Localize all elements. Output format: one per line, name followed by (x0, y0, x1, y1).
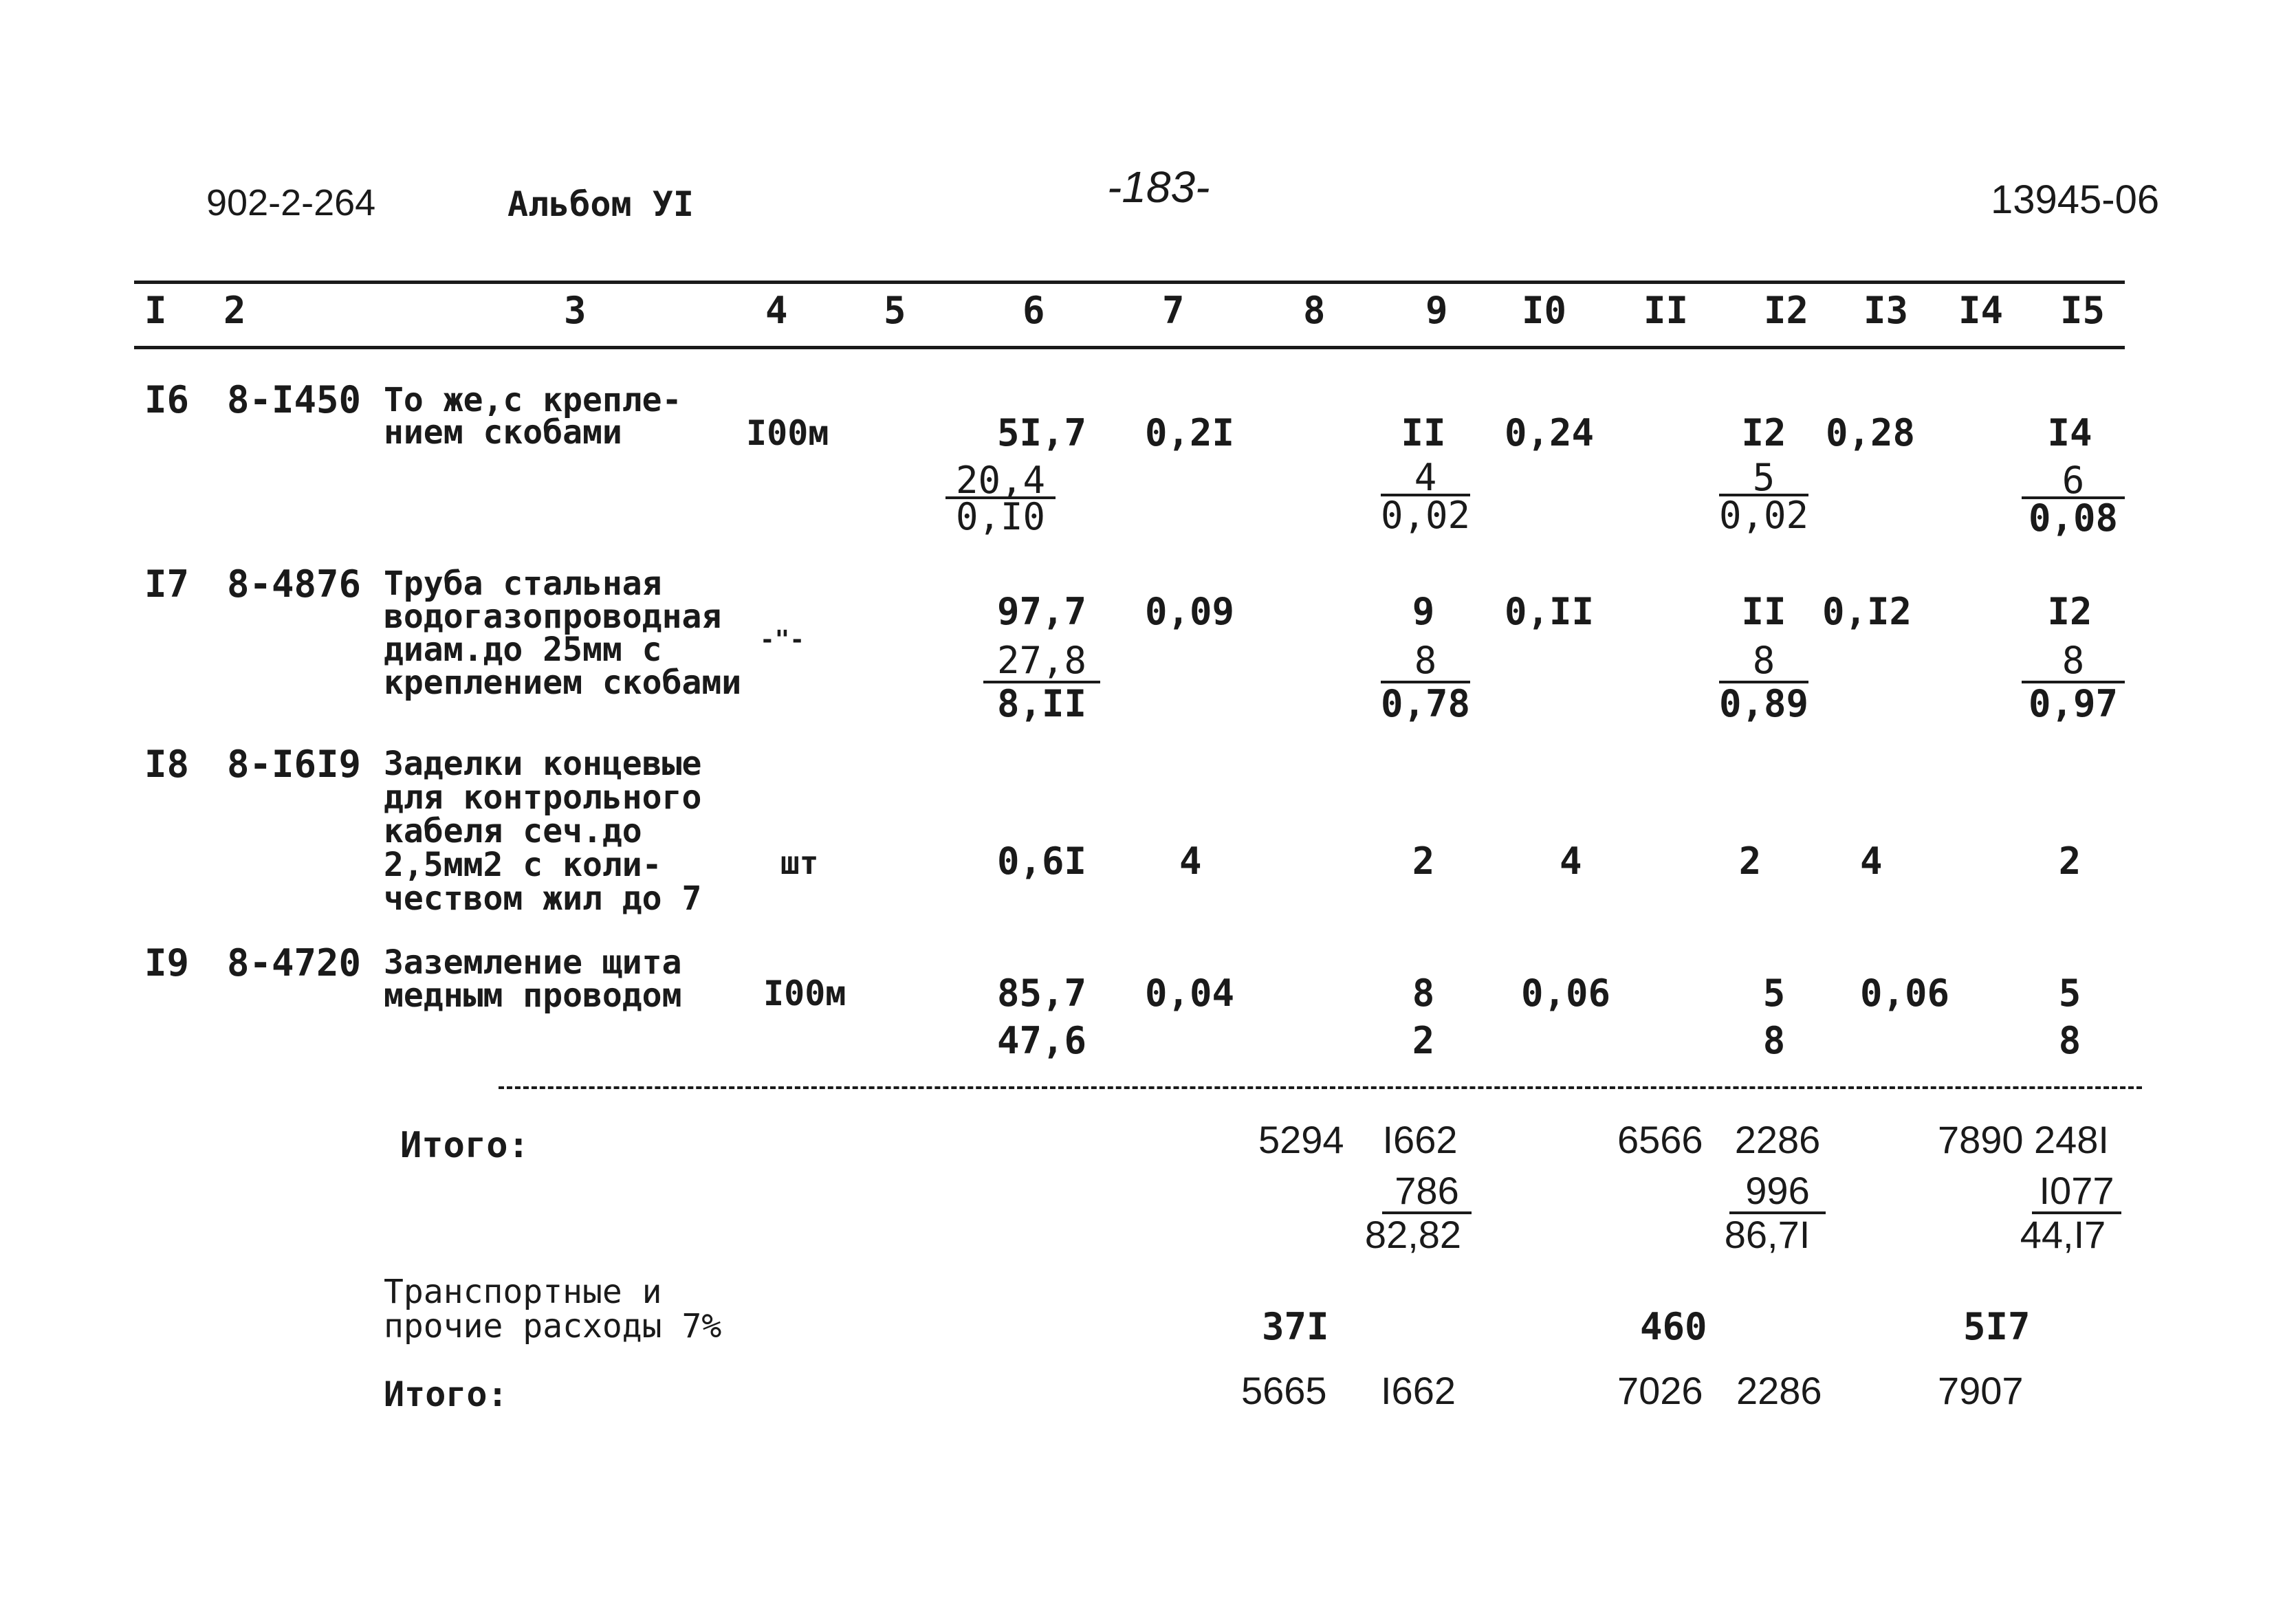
transport-col11: 460 (1640, 1305, 1707, 1348)
fraction-col6 (945, 459, 1056, 502)
fraction-numerator: 27,8 (996, 639, 1087, 682)
fraction-denominator: 0,78 (1381, 682, 1471, 725)
cell-col12: 5 (1762, 972, 1786, 1015)
fraction-numerator: 996 (1745, 1169, 1810, 1212)
column-header: II (1643, 289, 1689, 332)
cell-col6: 97,7 (996, 590, 1086, 633)
row-description-line: медным проводом (384, 976, 682, 1015)
cell-col12-sub: 8 (1762, 1019, 1786, 1062)
row-number: I7 (144, 562, 190, 606)
fraction-numerator: I077 (2039, 1169, 2114, 1212)
transport-label-line: прочие расходы 7% (384, 1307, 722, 1346)
cell-col10: 0,24 (1505, 411, 1595, 454)
cell-col10: 4 (1560, 840, 1582, 883)
column-header: I0 (1522, 289, 1567, 332)
column-header: I4 (1958, 289, 2004, 332)
cell-col6: 0,6I (996, 840, 1086, 883)
total-col11: 6566 (1617, 1118, 1703, 1161)
total-col12: 2286 (1734, 1118, 1821, 1161)
cell-col13: 0,28 (1826, 411, 1916, 454)
row-description-line: нием скобами (384, 413, 622, 452)
fraction-numerator: 786 (1395, 1169, 1459, 1212)
column-header: 7 (1162, 289, 1185, 332)
cell-col7: 0,04 (1145, 972, 1235, 1015)
row-unit: шт (780, 844, 819, 881)
grand-total-col12: 2286 (1736, 1369, 1822, 1412)
grand-total-col14: 7907 (1938, 1369, 2024, 1412)
column-header: 2 (223, 289, 246, 332)
cell-col7: 0,2I (1145, 411, 1235, 454)
document-code: 902-2-264 (206, 182, 376, 223)
fraction-col15 (2022, 459, 2125, 502)
cell-col6-sub: 47,6 (996, 1019, 1086, 1062)
cell-col13: 4 (1860, 840, 1883, 883)
total-col14: 7890 (1938, 1118, 2024, 1161)
fraction-col12 (1719, 456, 1808, 499)
row-description-line: чеством жил до 7 (384, 879, 702, 918)
cell-col12: I2 (1741, 411, 1786, 454)
cell-col15-sub: 8 (2058, 1019, 2081, 1062)
cell-col15: I4 (2047, 411, 2092, 454)
table-header-rule (134, 346, 2125, 349)
cell-col13: 0,I2 (1822, 590, 1912, 633)
grand-total-label: Итого: (384, 1374, 508, 1414)
cell-col6: 5I,7 (996, 411, 1086, 454)
cell-col9: 2 (1412, 840, 1435, 883)
fraction-numerator: 8 (1752, 639, 1775, 682)
transport-col14: 5I7 (1963, 1305, 2031, 1348)
cell-col6: 85,7 (996, 972, 1086, 1015)
total-fraction-col15 (2032, 1169, 2121, 1214)
cell-col13: 0,06 (1860, 972, 1950, 1015)
fraction-numerator: 20,4 (955, 459, 1046, 502)
row-description-line: диам.до 25мм с (384, 630, 662, 669)
row-unit: I00м (763, 974, 846, 1013)
row-description-line: водогазопроводная (384, 597, 722, 636)
row-description-line: Заделки концевые (384, 745, 702, 783)
cell-col9-sub: 2 (1412, 1019, 1435, 1062)
totals-separator (499, 1086, 2142, 1089)
total-fraction-col9 (1382, 1169, 1472, 1214)
cell-col12: 2 (1738, 840, 1762, 883)
album-label: Альбом УI (507, 184, 694, 224)
row-description-line: Заземление щита (384, 943, 682, 982)
fraction-denominator: 0,I0 (955, 495, 1046, 538)
row-code: 8-4876 (227, 562, 362, 606)
column-header: 5 (884, 289, 906, 332)
column-header: 8 (1303, 289, 1326, 332)
row-number: I8 (144, 743, 190, 786)
transport-label-line: Транспортные и (384, 1273, 662, 1311)
fraction-denominator: 0,97 (2028, 682, 2119, 725)
fraction-denominator: 0,89 (1719, 682, 1809, 725)
cell-col15: 5 (2058, 972, 2081, 1015)
fraction-col6 (983, 639, 1100, 683)
total-fraction-col12 (1729, 1169, 1826, 1214)
row-number: I9 (144, 941, 190, 985)
grand-total-col11: 7026 (1617, 1369, 1703, 1412)
row-description-line: Труба стальная (384, 564, 662, 603)
row-code: 8-4720 (227, 941, 362, 985)
row-description-line: кабеля сеч.до (384, 812, 642, 851)
cell-col10: 0,II (1505, 590, 1595, 633)
row-description-line: То же,с крепле- (384, 381, 682, 419)
row-description-line: 2,5мм2 с коли- (384, 846, 662, 884)
grand-total-col9: I662 (1381, 1369, 1456, 1412)
total-col8: 5294 (1258, 1118, 1344, 1161)
cell-col15: 2 (2058, 840, 2081, 883)
column-header: I2 (1764, 289, 1809, 332)
column-header: I3 (1863, 289, 1909, 332)
table-top-rule (134, 281, 2125, 284)
fraction-denominator: 0,02 (1381, 494, 1471, 537)
fraction-numerator: 8 (2062, 639, 2085, 682)
column-header: 6 (1023, 289, 1045, 332)
row-unit: I00м (746, 413, 829, 453)
sheet-code: 13945-06 (1991, 177, 2160, 222)
row-description-line: для контрольного (384, 778, 702, 817)
total-col15: 248I (2034, 1118, 2109, 1161)
fraction-denominator: 0,08 (2028, 496, 2119, 540)
fraction-col15 (2022, 639, 2125, 683)
row-code: 8-I450 (227, 378, 362, 421)
fraction-numerator: 6 (2062, 459, 2085, 502)
column-header: 9 (1425, 289, 1448, 332)
cell-col15: I2 (2047, 590, 2092, 633)
cell-col7: 0,09 (1145, 590, 1235, 633)
row-unit: -"- (760, 626, 805, 654)
total-col9: I662 (1382, 1118, 1458, 1161)
fraction-numerator: 4 (1414, 456, 1437, 499)
column-header: 3 (564, 289, 587, 332)
cell-col9: II (1401, 411, 1446, 454)
column-header: 4 (765, 289, 788, 332)
row-number: I6 (144, 378, 190, 421)
cell-col7: 4 (1179, 840, 1202, 883)
row-code: 8-I6I9 (227, 743, 362, 786)
totals-label: Итого: (400, 1125, 529, 1166)
fraction-denominator: 82,82 (1364, 1213, 1462, 1256)
transport-col8: 37I (1262, 1305, 1329, 1348)
grand-total-col8: 5665 (1241, 1369, 1327, 1412)
fraction-denominator: 8,II (996, 682, 1087, 725)
column-header: I (144, 289, 167, 332)
fraction-col9 (1381, 456, 1470, 499)
fraction-numerator: 5 (1752, 456, 1775, 499)
fraction-col9 (1381, 639, 1470, 683)
fraction-col12 (1719, 639, 1808, 683)
cell-col10: 0,06 (1521, 972, 1611, 1015)
fraction-denominator: 86,7I (1724, 1213, 1811, 1256)
fraction-denominator: 0,02 (1719, 494, 1809, 537)
page-number: -183- (1107, 162, 1210, 212)
cell-col12: II (1741, 590, 1786, 633)
fraction-denominator: 44,I7 (2020, 1213, 2106, 1256)
fraction-numerator: 8 (1414, 639, 1437, 682)
cell-col9: 8 (1412, 972, 1435, 1015)
cell-col9: 9 (1412, 590, 1435, 633)
column-header: I5 (2060, 289, 2106, 332)
row-description-line: креплением скобами (384, 663, 742, 702)
